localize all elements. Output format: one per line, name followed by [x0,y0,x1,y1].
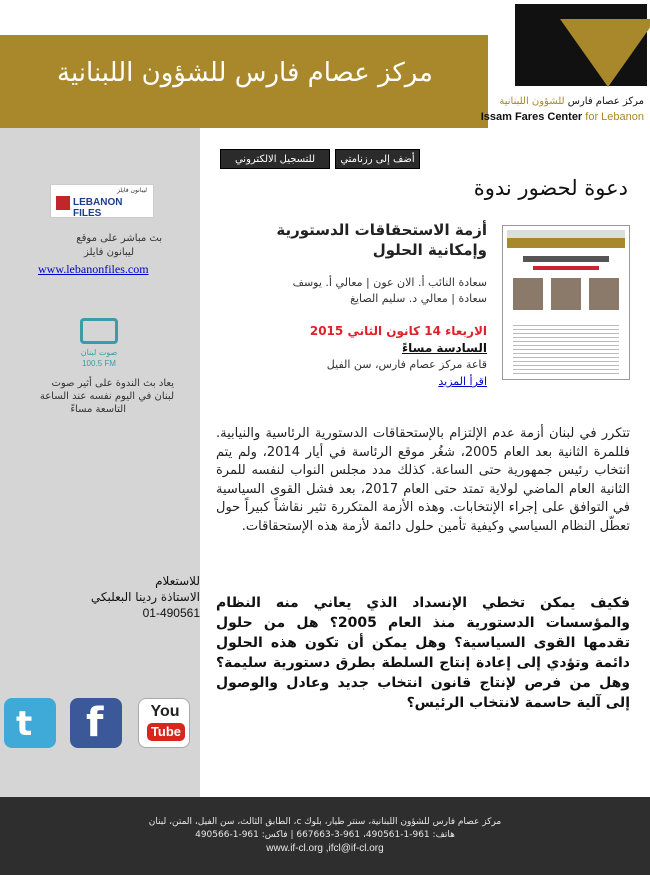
logo-ar-prefix: مركز عصام فارس [564,96,644,107]
radio-rebroadcast-line1: يعاد بث الندوة على أثير صوت [51,378,174,389]
event-speakers-line1: سعادة النائب أ. الان عون | معالي أ. يوسف [292,276,487,289]
youtube-glyph-bottom: Tube [147,723,185,741]
thumb-date [533,266,599,270]
thumb-band [507,238,625,248]
register-online-button[interactable]: للتسجيل الالكتروني [220,149,330,169]
inquiry-contact-name: الاستاذة ردينا البعلبكي [90,590,200,604]
logo-arabic-name [499,96,644,107]
voice-of-lebanon-logo[interactable] [76,318,122,370]
radio-logo-ar: صوت لبنان [80,348,118,357]
radio-logo-icon [80,318,118,344]
logo-ar-suffix: للشؤون اللبنانية [499,96,565,107]
youtube-glyph-top: You [150,703,180,720]
event-venue: قاعة مركز عصام فارس، سن الفيل [326,358,487,371]
footer-phones: هاتف: 961-1-490561، 961-3-667663 | فاكس: 961-1-490566 [195,830,455,840]
event-title: أزمة الاستحقاقات الدستورية [276,221,487,239]
event-speakers-line2: سعادة | معالي د. سليم الصايغ [350,292,487,305]
thumb-photo [551,278,581,310]
footer-web-links[interactable]: www.if-cl.org ,ifcl@if-cl.org [266,843,384,854]
lebanon-files-logo-ar: ليبانون فايلز [116,187,147,194]
logo-triangle-icon [560,19,650,87]
facebook-icon[interactable] [70,698,122,748]
live-broadcast-site: ليبانون فايلز [83,247,134,258]
lebanon-files-link[interactable]: www.lebanonfiles.com [38,262,149,276]
sidebar [0,128,200,797]
radio-rebroadcast-line3: التاسعة مساءً [70,404,126,415]
event-questions: فكيف يمكن تخطي الإنسداد الذي يعاني منه النظام والمؤسسات الدستورية منذ العام 2005؟ هل من حلول تقدمها القوى السياسية؟ وهل يمكن أن تكون هذه الحلول دائمة وتؤدي إلى إعادة إنتاج السلطة بطرق دستورية سليمة؟ وهل من فرص لإنتاج قانون انتخاب جديد وعادل والوصول إلى آلية حاسمة لانتخاب الرئيس؟ [216,595,630,711]
center-logo[interactable] [480,0,650,128]
inquiry-label: للاستعلام [155,574,200,588]
add-to-calendar-button[interactable]: أضف إلى رزنامتي [335,149,420,169]
header-title: مركز عصام فارس للشؤون اللبنانية [57,58,433,88]
thumb-photo [589,278,619,310]
facebook-glyph: f [86,700,104,746]
header [0,0,650,128]
logo-en-suffix: for Lebanon [585,111,644,123]
radio-logo-freq: 100.5 FM [82,359,116,368]
logo-en-prefix: Issam Fares Center [480,111,586,123]
youtube-icon[interactable] [138,698,190,748]
twitter-icon[interactable] [4,698,56,748]
event-description: تتكرر في لبنان أزمة عدم الإلتزام بالإستحقاقات الدستورية الرئاسية والنيابية. فللمرة الثانية بعد العام 2005، شغُر موقع الرئاسة في أيار 2014، ولم يتم انتخاب رئيس جمهورية حتى الساعة. كذلك مدد مجلس النواب لنفسه للمرة الثانية العام الماضي لولاية تمتد حتى العام 2017، بعد فشل القوى السياسية في التوافق على إجراء الإنتخابات. وهذه الأزمة المتكررة تثير نقاشاً كبيراً حول تعطّل النظام السياسي وكيفية تأمين حلول دائمة لأزمة هذه الإستحقاقات. [216,426,630,534]
thumb-text [513,322,619,374]
invitation-thumbnail[interactable] [502,225,630,380]
logo-mark [515,4,647,86]
live-broadcast-text: بث مباشر على موقع [76,233,162,244]
event-date: الاربعاء 14 كانون الثاني 2015 [309,324,487,338]
lebanon-files-logo-text: LEBANON FILES [73,197,123,219]
lebanon-files-icon [56,196,70,210]
event-time: السادسة مساءً [401,341,487,355]
thumb-title [523,256,609,262]
radio-rebroadcast-line2: لبنان في اليوم نفسه عند الساعة [39,391,174,402]
inquiry-phone: 01-490561 [142,606,200,620]
thumb-photo [513,278,543,310]
footer-address: مركز عصام فارس للشؤون اللبنانية، سنتر طيار، بلوك c، الطابق الثالث، سن الفيل، المتن، لبنان [148,817,502,827]
logo-english-name [481,111,644,123]
event-title-line2: وإمكانية الحلول [372,241,487,259]
page-title: دعوة لحضور ندوة [473,176,628,200]
footer [0,797,650,875]
thumb-topbar [507,230,625,238]
read-more-link[interactable]: اقرأ المزيد [438,375,487,388]
lebanon-files-logo[interactable] [50,184,154,218]
twitter-glyph: t [16,704,33,744]
